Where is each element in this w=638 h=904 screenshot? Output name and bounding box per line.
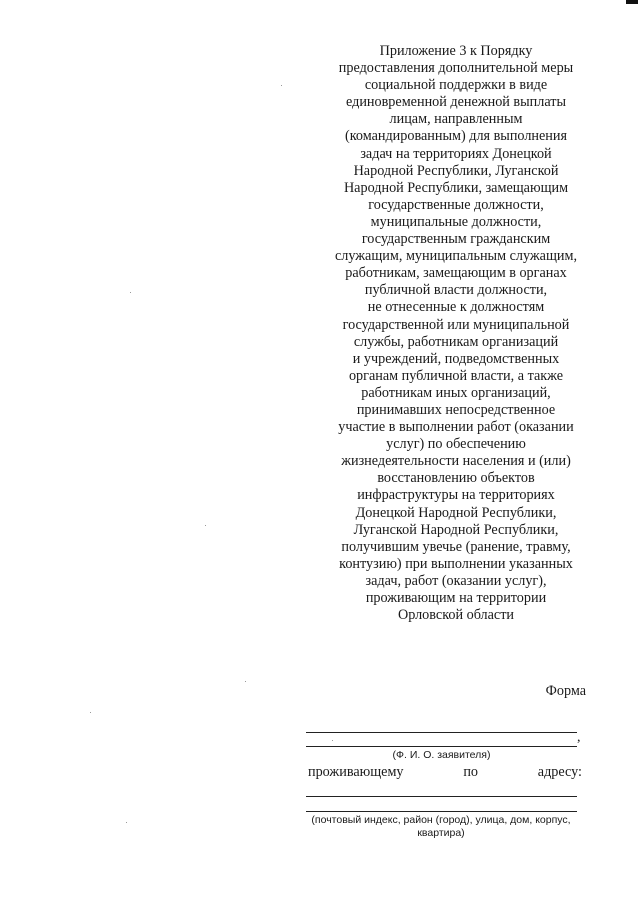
appendix-line: услуг) по обеспечению <box>386 436 526 453</box>
appendix-line: работникам, замещающим в органах <box>345 265 567 282</box>
appendix-line: восстановлению объектов <box>377 470 535 487</box>
appendix-line: задач на территориях Донецкой <box>360 145 552 162</box>
appendix-line: Народной Республики, замещающим <box>343 179 569 196</box>
appendix-line: принимавших непосредственное <box>356 401 556 418</box>
scan-speck <box>245 681 246 682</box>
scan-speck <box>281 85 282 86</box>
appendix-line: Народной Республики, Луганской <box>353 162 559 179</box>
applicant-name-caption: (Ф. И. О. заявителя) <box>392 749 491 761</box>
appendix-line: участие в выполнении работ (оказании <box>338 419 574 436</box>
appendix-line: Луганской Народной Республики, <box>353 521 559 538</box>
scan-speck <box>130 292 131 293</box>
appendix-line: инфраструктуры на территориях <box>357 487 555 504</box>
appendix-line: и учреждений, подведомственных <box>352 350 560 367</box>
appendix-line: единовременной денежной выплаты <box>346 94 566 111</box>
appendix-line: органам публичной власти, а также <box>348 367 564 384</box>
appendix-heading-block <box>318 43 594 624</box>
scan-speck <box>332 740 333 741</box>
appendix-line: задач, работ (оказании услуг), <box>365 572 547 589</box>
appendix-line: лицам, направленным <box>389 111 523 128</box>
appendix-line: контузию) при выполнении указанных <box>339 555 573 572</box>
appendix-line: государственные должности, <box>368 196 544 213</box>
appendix-line: (командированным) для выполнения <box>344 128 568 145</box>
scan-speck <box>126 822 127 823</box>
appendix-line: государственной или муниципальной <box>342 316 570 333</box>
appendix-line: предоставления дополнительной меры <box>338 60 574 77</box>
address-word-3: адресу: <box>537 764 582 780</box>
address-word-2: по <box>463 764 478 780</box>
corner-scan-mark <box>626 0 638 4</box>
address-word-1: проживающему <box>308 764 404 780</box>
appendix-line: жизнедеятельности населения и (или) <box>341 453 571 470</box>
address-caption-line-1: (почтовый индекс, район (город), улица, дом, корпус, <box>311 814 571 826</box>
applicant-comma: , <box>577 730 581 745</box>
appendix-line: социальной поддержки в виде <box>364 77 548 94</box>
scan-speck <box>205 525 206 526</box>
appendix-line: служащим, муниципальным служащим, <box>334 248 578 265</box>
appendix-line: службы, работникам организаций <box>353 333 559 350</box>
address-row <box>308 764 582 781</box>
applicant-name-line-2 <box>306 746 577 747</box>
appendix-line: муниципальные должности, <box>370 213 542 230</box>
address-caption-line-2: квартира) <box>417 827 465 839</box>
appendix-line: работникам иных организаций, <box>361 384 551 401</box>
appendix-line: проживающим на территории <box>365 590 547 606</box>
address-caption <box>300 814 582 840</box>
appendix-line: Приложение 3 к Порядку <box>379 43 533 59</box>
applicant-name-line-1 <box>306 732 577 733</box>
appendix-line: Донецкой Народной Республики, <box>355 504 557 521</box>
scan-speck <box>90 712 91 713</box>
address-line-2 <box>306 811 577 812</box>
appendix-line: государственным гражданским <box>361 231 551 248</box>
appendix-line: получившим увечье (ранение, травму, <box>341 538 571 555</box>
appendix-line: публичной власти должности, <box>364 282 548 299</box>
appendix-line: не отнесенные к должностям <box>367 299 545 316</box>
form-label: Форма <box>545 683 586 699</box>
appendix-line: Орловской области <box>397 607 515 624</box>
address-line-1 <box>306 796 577 797</box>
